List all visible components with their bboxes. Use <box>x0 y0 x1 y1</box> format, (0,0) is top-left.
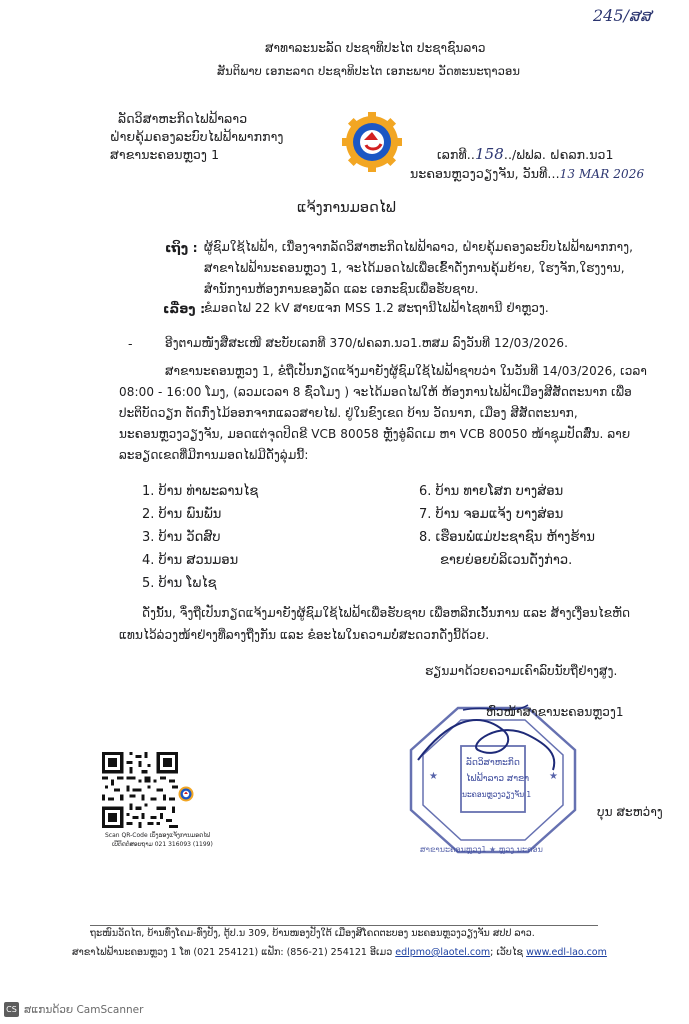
body-line2: 08:00 - 16:00 ໂມງ, (ລວມເວລາ 8 ຊົ່ວໂມງ ) ຈະໄດ້ມອດໄຟໃຫ້ ຫ້ອງການໄຟຟ້າເມືອງສີສັດຕະນາກ ເພື່ອ <box>119 385 632 399</box>
list-item: 1. ບ້ານ ທ່າພະລານໄຊ <box>142 484 259 499</box>
ref-number-suffix: ../ຟຟລ. ຝຄລກ.ນວ1 <box>503 147 614 162</box>
list-item: 8. ເຮືອນພໍ່ແມ່ປະຊາຊົນ ຫ້າງຮ້ານ <box>419 530 595 545</box>
body-line1: ສາຂານະຄອນຫຼວງ 1, ຂໍຖືເປັນກຽດແຈ້ງມາຍັງຜູ້ຊົມໃຊ້ໄຟຟ້າຊາບວ່າ ໃນວັນທີ 14/03/2026, ເວລາ <box>165 364 647 378</box>
reference-number <box>437 145 614 163</box>
org-line3: ສາຂານະຄອນຫຼວງ 1 <box>110 147 220 162</box>
to-line3: ສຳນັກງານຫ້ອງການຂອງລັດ ແລະ ເອກະຊົນເພື່ອຮັບຊາບ. <box>204 282 479 296</box>
footer-contact-text: ສາຂາໄຟຟ້ານະຄອນຫຼວງ 1 ໂທ (021 254121) ແຟັກ: (856-21) 254121 ອີເມວ <box>72 947 396 958</box>
reference-bullet: - <box>128 336 133 351</box>
signer-name: ບຸນ ສະຫວ່າງ <box>597 805 663 819</box>
footer-email-link[interactable]: edlpmo@laotel.com <box>395 947 491 958</box>
closing-line1: ດັ່ງນັ້ນ, ຈຶ່ງຖືເປັນກຽດແຈ້ງມາຍັງຜູ້ຊົມໃຊ້ໄຟຟ້າເພື່ອຮັບຊາບ ເພື່ອຫລີກເວັ້ນການ ແລະ ສ້າງເງື່ອນໄຂຫັດ <box>142 606 631 620</box>
camscanner-logo-icon: CS <box>4 1002 19 1017</box>
ref-number-prefix: ເລກທີ.. <box>437 147 475 162</box>
body-line3: ປະຕິບັດວຽກ ຕັດກົ່ງໄມ້ອອກຈາກແລວສາຍໄຟ. ຢູ່ໃນຂົງເຂດ ບ້ານ ວັດນາກ, ເມືອງ ສີສັດຕະນາກ, <box>119 406 578 420</box>
to-line2: ສາຂາໄຟຟ້ານະຄອນຫຼວງ 1, ຈະໄດ້ມອດໄຟເພື່ອເຂົ້າດັ່ງການຄຸ້ມຍ້າຍ, ໃຮງຈັກ,ໃຮງງານ, <box>204 261 625 275</box>
body-line5: ລະອຽດເຂດທີ່ມີການມອດໄຟມີດັ່ງລຸ່ມນີ້: <box>119 448 309 462</box>
list-item: 7. ບ້ານ ຈອມແຈ້ງ ບາງສ່ອນ <box>419 507 564 522</box>
edl-small-logo-icon <box>178 786 194 802</box>
org-line2: ຝ່າຍຄຸ້ມຄອງລະບົບໄຟຟ້າພາກກາງ <box>110 129 284 144</box>
date-handwritten: 13 MAR 2026 <box>559 167 645 181</box>
footer-website-label: ; ເວັບໄຊ <box>490 947 527 958</box>
place-date-prefix: ນະຄອນຫຼວງວຽງຈັນ, ວັນທີ... <box>410 166 560 181</box>
edl-logo-icon <box>332 112 412 172</box>
stamp-line3: ນະຄອນຫຼວງວຽງຈັນ 1 <box>462 790 532 799</box>
list-item: 4. ບ້ານ ສວນມອນ <box>142 553 239 568</box>
country-header-line2: ສັນຕິພາບ ເອກະລາດ ປະຊາທິປະໄຕ ເອກະພາບ ວັດທະນະຖາວອນ <box>217 64 521 78</box>
stamp-line1: ລັດວິສາຫະກິດ <box>466 758 520 768</box>
subject-label: ເລື່ອງ : <box>163 301 206 316</box>
footer-address: ຖະໜົນວັດໄຕ, ບ້ານທົ່ງໂຄມ-ທົ່ງປັງ, ຕູ້ປ.ນ 309, ບ້ານໜອງປັງໃຕ້ ເມືອງສີໂຄດຕະບອງ ນະຄອນຫຼວງວຽງຈັນ ສປປ ລາວ. <box>90 928 535 939</box>
place-date <box>410 166 644 181</box>
list-item: 2. ບ້ານ ພົນພັນ <box>142 507 222 522</box>
subject-text: ຂໍມອດໄຟ 22 kV ສາຍແຈກ MSS 1.2 ສະຖານີໄຟຟ້າໄຊທານີ ຢ່າຫຼວງ. <box>204 301 549 315</box>
signer-position: ຫົວໜ້າສາຂານະຄອນຫຼວງ1 <box>486 705 624 719</box>
footer-contact <box>72 947 607 958</box>
svg-text:★: ★ <box>429 771 438 782</box>
handwritten-reference: 245/ສສ <box>593 6 652 25</box>
list-item-continuation: ຂາຍຍ່ອຍບໍລິເວນດັ່ງກ່າວ. <box>440 553 573 568</box>
list-item: 6. ບ້ານ ທາຍໂສກ ບາງສ່ອນ <box>419 484 564 499</box>
body-line4: ນະຄອນຫຼວງວຽງຈັນ, ມອດແຕ່ຈຸດປິດຂີ VCB 80058 ຫຼັງອູ່ລົດເມ ຫາ VCB 80050 ໜ້າຊຸມປັດສົ່ນ. ລາຍ <box>119 427 631 441</box>
camscanner-label: ສແກນດ້ວຍ CamScanner <box>24 1004 144 1016</box>
stamp-ring-text: ສາຂານະຄອນຫຼວງ1 ★ ຫຼວງ ນະຄອນ <box>420 845 543 854</box>
reference-line: ອີງຕາມໜັງສືສະເໜີ ສະບັບເລກທີ 370/ຝຄລກ.ນວ1.ຫສມ ລົງວັນທີ 12/03/2026. <box>165 336 569 350</box>
footer-website-link[interactable]: www.edl-lao.com <box>526 947 607 958</box>
svg-text:★: ★ <box>549 771 558 782</box>
to-label: ເຖິງ : <box>165 240 198 255</box>
page-title: ແຈ້ງການມອດໄຟ <box>297 200 396 216</box>
regards-line: ຮຽນມາດ້ວຍຄວາມເຄົາລົບນັບຖືຢ່າງສູງ. <box>425 664 618 678</box>
closing-line2: ແທນໄວ້ລ່ວງໜ້າຢ່າງທີ່ລາງຖືງກັນ ແລະ ຂໍອະໄພໃນຄວາມບໍ່ສະດວກດັ່ງນີ້ດ້ວຍ. <box>119 628 490 642</box>
list-item: 3. ບ້ານ ວັດສົບ <box>142 530 221 545</box>
org-line1: ລັດວິສາຫະກິດໄຟຟ້າລາວ <box>118 111 248 126</box>
qr-caption-line1: Scan QR-Code ເບິ່ງຮອງແຈ້ງການມອດໄຟ <box>105 832 211 839</box>
ref-number-handwritten: 158 <box>474 145 504 163</box>
country-header-line1: ສາທາລະນະລັດ ປະຊາທິປະໄຕ ປະຊາຊົນລາວ <box>265 41 486 55</box>
qr-caption-line2: ເບີຕິດຕໍ່ສອບຖາມ 021 316093 (1199) <box>112 841 213 848</box>
stamp-line2: ໄຟຟ້າລາວ ສາຂາ <box>466 774 530 784</box>
footer-divider <box>90 925 598 926</box>
to-line1: ຜູ້ຊົມໃຊ້ໄຟຟ້າ, ເນື່ອງຈາກລັດວິສາຫະກິດໄຟຟ້າລາວ, ຝ່າຍຄຸ້ມຄອງລະບົບໄຟຟ້າພາກກາງ, <box>204 240 633 254</box>
qr-code[interactable] <box>102 752 178 828</box>
list-item: 5. ບ້ານ ໂພໄຊ <box>142 576 217 591</box>
